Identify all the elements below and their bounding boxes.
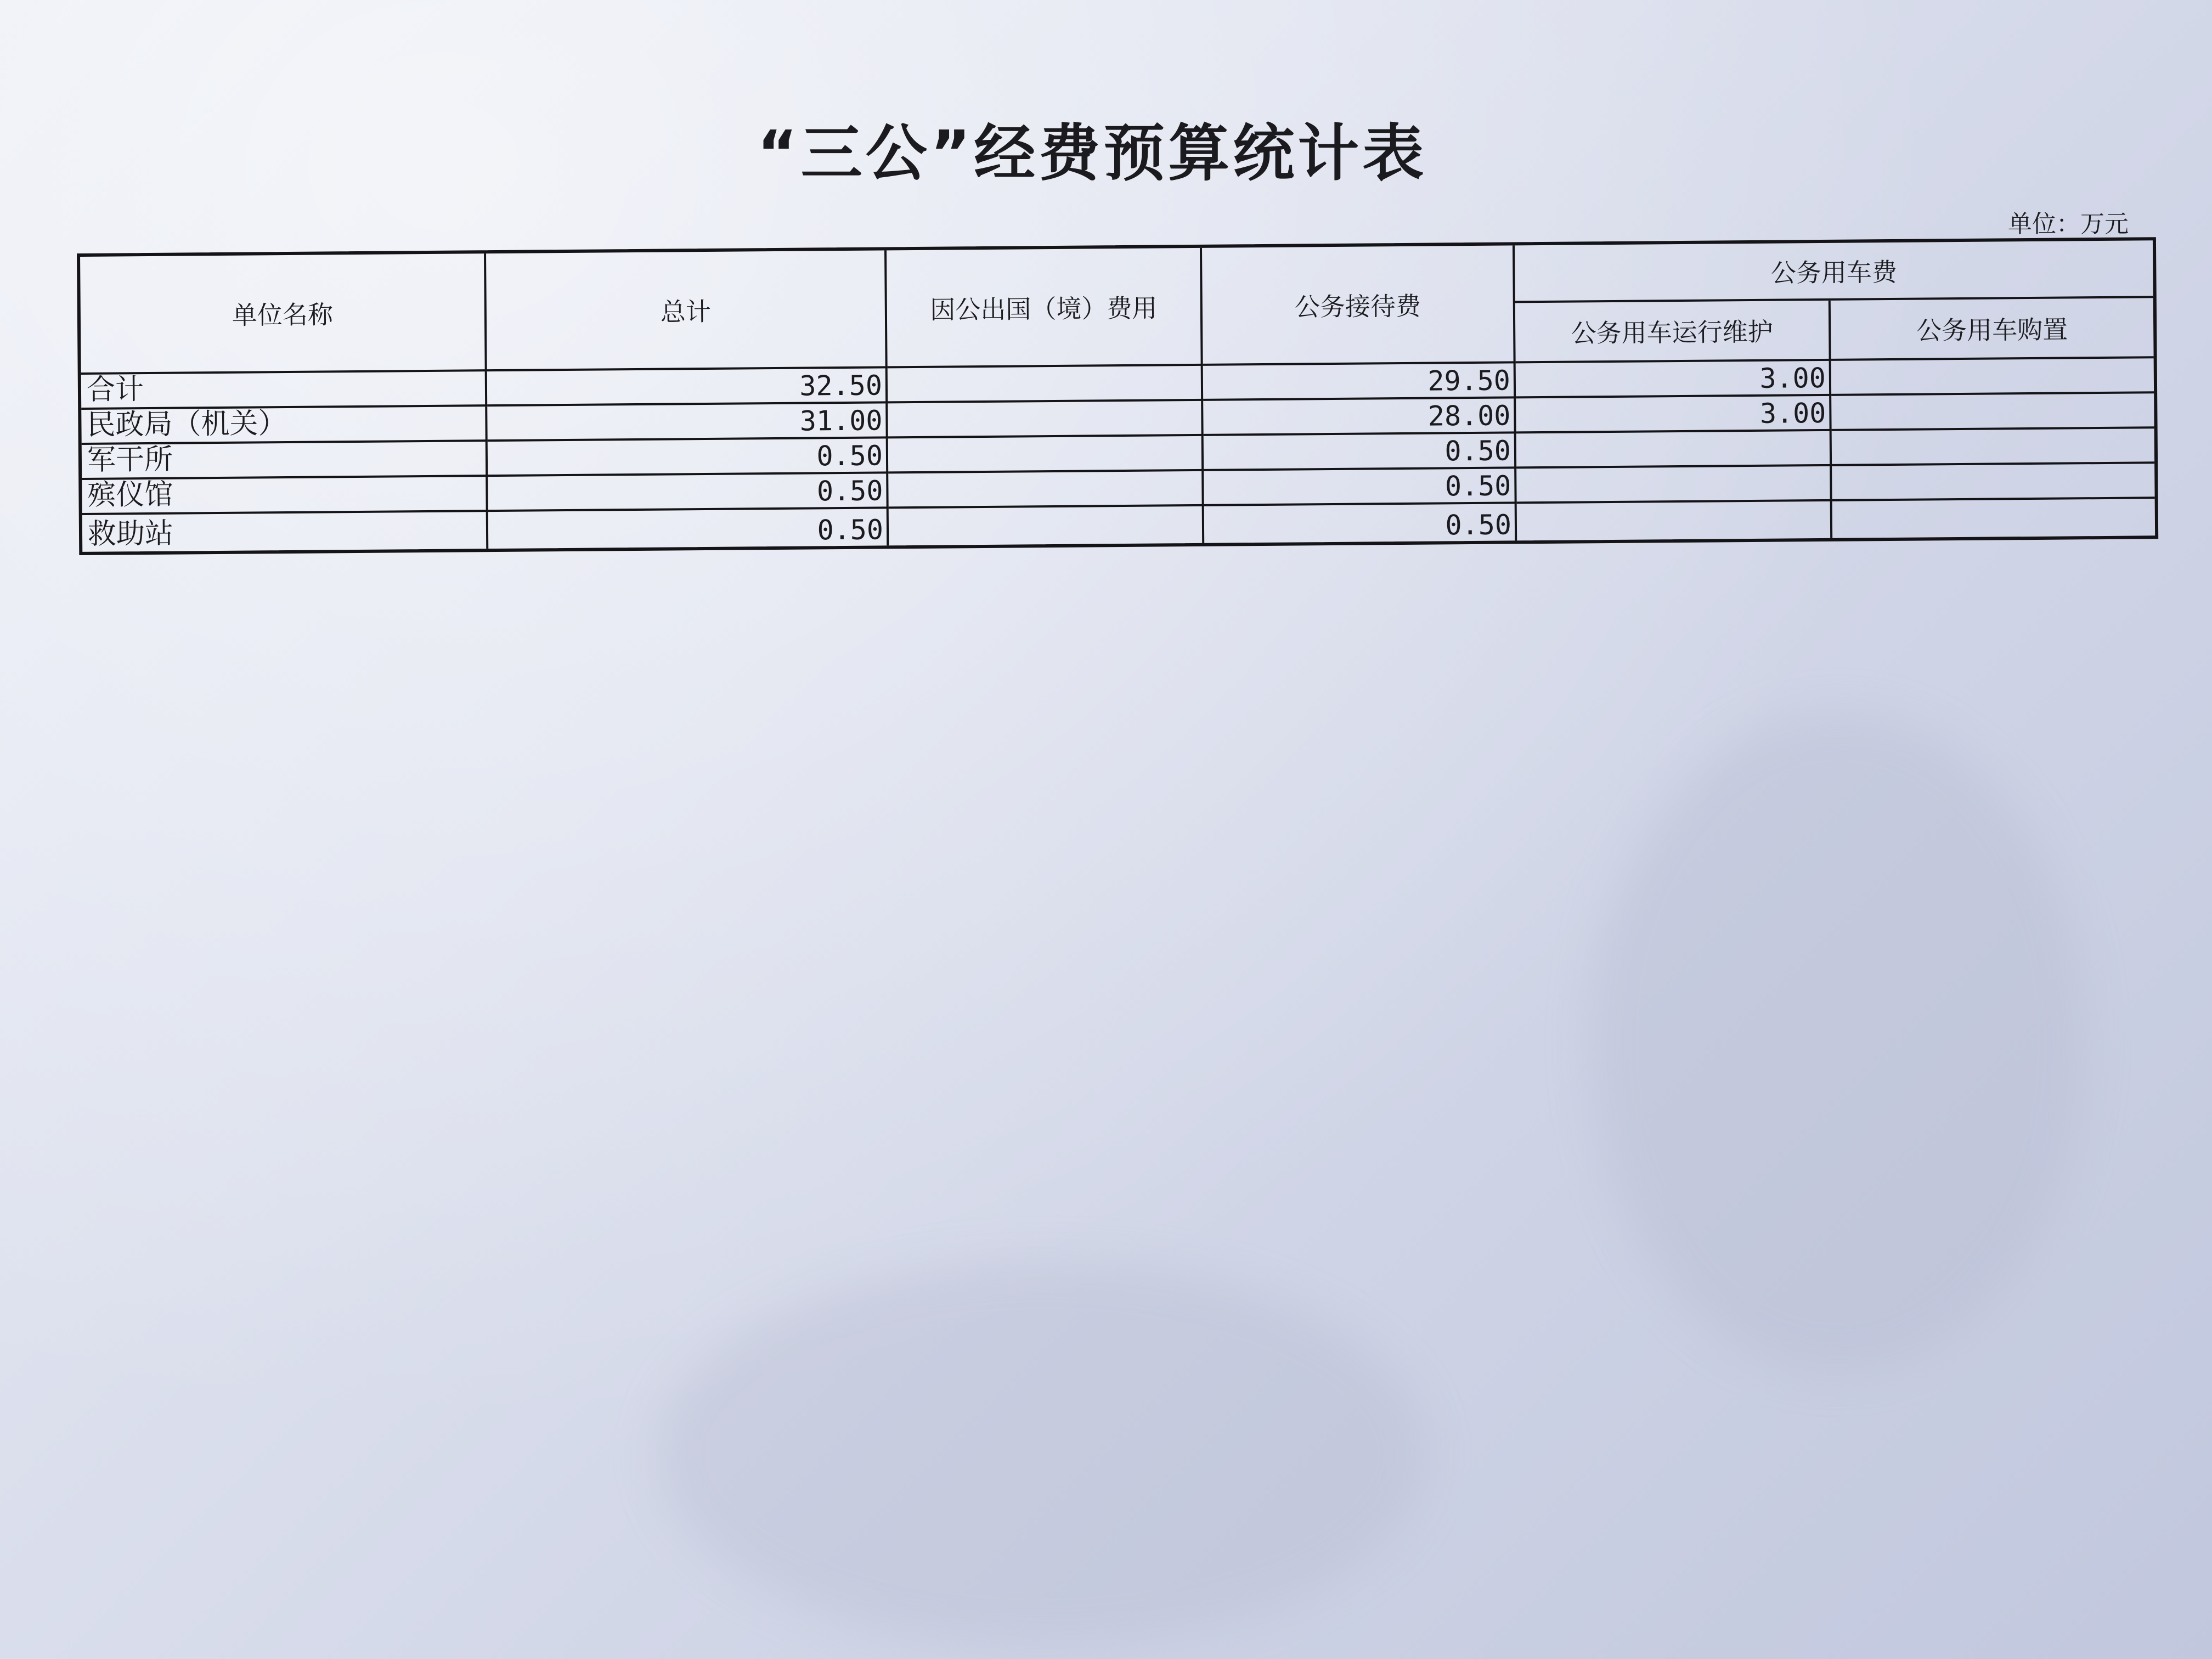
row-total: 0.50 xyxy=(488,438,888,477)
row-vehicle-operation: 3.00 xyxy=(1516,396,1831,434)
row-overseas xyxy=(888,471,1204,509)
row-vehicle-operation xyxy=(1517,501,1833,541)
row-vehicle-purchase xyxy=(1831,393,2154,431)
unit-label: 单位：万元 xyxy=(2008,210,2129,238)
row-name: 救助站 xyxy=(82,512,489,552)
row-overseas xyxy=(888,366,1203,404)
row-reception: 0.50 xyxy=(1204,469,1516,506)
document-title: “三公”经费预算统计表 xyxy=(757,118,1427,189)
row-vehicle-operation xyxy=(1516,431,1832,469)
header-vehicle-group: 公务用车费 xyxy=(1515,240,2153,303)
row-reception: 28.00 xyxy=(1203,398,1516,436)
row-total: 0.50 xyxy=(488,473,888,512)
row-vehicle-operation xyxy=(1516,466,1832,504)
row-overseas xyxy=(889,506,1205,546)
row-name: 军干所 xyxy=(82,442,488,480)
row-overseas xyxy=(888,401,1203,439)
row-vehicle-purchase xyxy=(1831,358,2154,396)
row-name: 民政局（机关） xyxy=(81,407,487,445)
row-vehicle-operation: 3.00 xyxy=(1516,361,1831,399)
row-reception: 0.50 xyxy=(1204,504,1517,543)
header-vehicle-operation: 公务用车运行维护 xyxy=(1515,301,1831,364)
row-overseas xyxy=(888,436,1204,474)
header-total: 总计 xyxy=(486,250,888,371)
header-reception: 公务接待费 xyxy=(1202,245,1516,365)
budget-table xyxy=(77,237,2158,555)
paper-shadow xyxy=(1591,713,2085,1372)
row-total: 32.50 xyxy=(487,368,888,407)
paper-shadow xyxy=(658,1262,1426,1646)
row-vehicle-purchase xyxy=(1832,428,2154,466)
row-vehicle-purchase xyxy=(1832,464,2154,501)
row-reception: 0.50 xyxy=(1204,433,1516,471)
row-vehicle-purchase xyxy=(1832,499,2155,538)
row-total: 31.00 xyxy=(487,403,888,442)
row-reception: 29.50 xyxy=(1203,363,1516,400)
header-overseas: 因公出国（境）费用 xyxy=(887,248,1203,369)
header-unit-name: 单位名称 xyxy=(80,253,487,375)
header-vehicle-purchase: 公务用车购置 xyxy=(1831,298,2154,361)
row-name: 合计 xyxy=(81,371,487,410)
row-name: 殡仪馆 xyxy=(82,477,488,515)
row-total: 0.50 xyxy=(488,509,889,549)
